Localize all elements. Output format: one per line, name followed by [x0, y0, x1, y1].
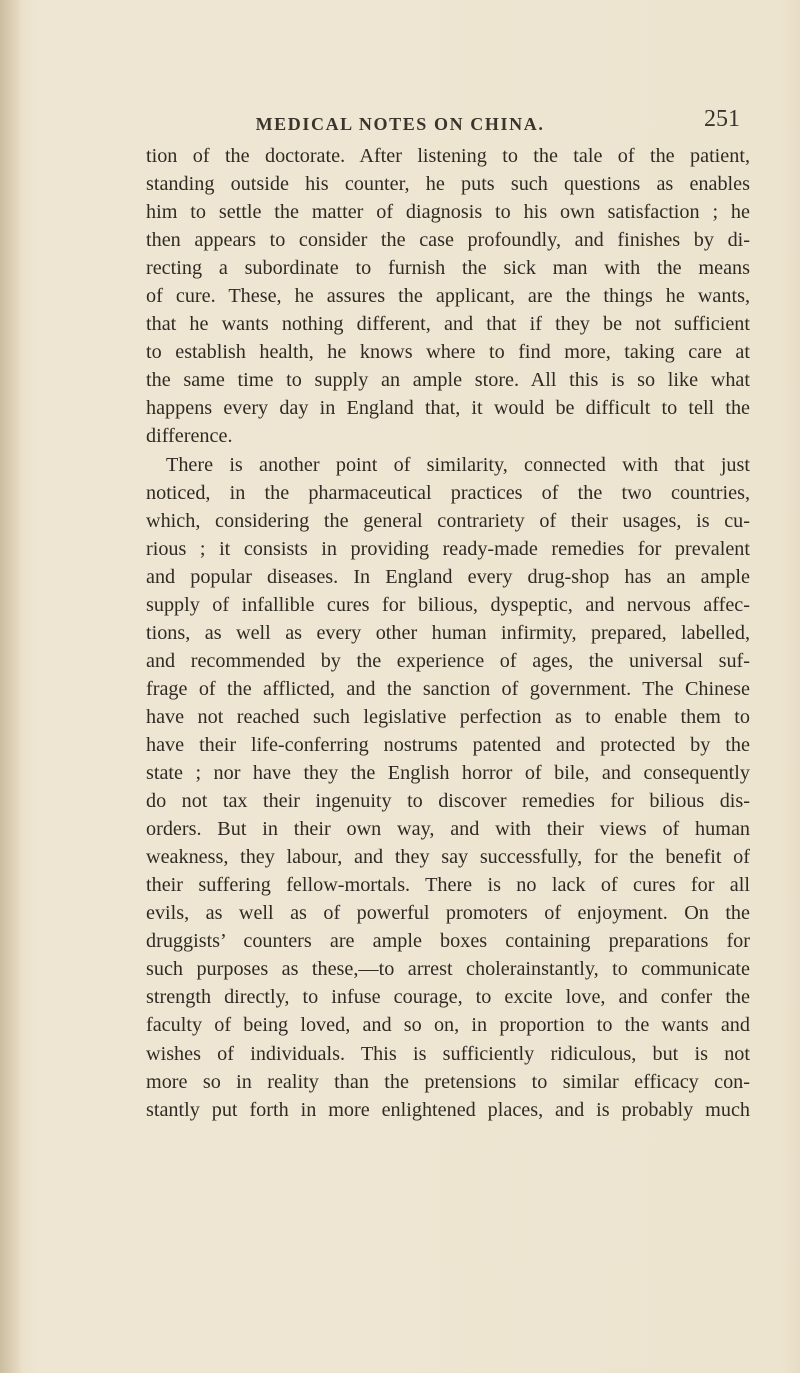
running-title: MEDICAL NOTES ON CHINA.	[255, 114, 545, 134]
text-line: frage of the afflicted, and the sanction of government. The Chinese	[146, 677, 750, 700]
text-line: evils, as well as of powerful promoters of enjoyment. On the	[146, 902, 750, 925]
page-number: 251	[704, 106, 740, 132]
text-line: their suffering fellow-mortals. There is no lack of cures for all	[146, 874, 750, 897]
text-line: rious ; it consists in providing ready-made remedies for prevalent	[146, 537, 750, 560]
text-line: and recommended by the experience of ages, the universal suf-	[146, 649, 750, 672]
book-gutter-shadow	[0, 0, 22, 1373]
text-line: that he wants nothing different, and that if they be not sufficient	[146, 313, 750, 336]
text-line: orders. But in their own way, and with their views of human	[146, 818, 750, 841]
text-line: stantly put forth in more enlightened places, and is probably much	[146, 1098, 750, 1121]
text-line: noticed, in the pharmaceutical practices of the two countries,	[146, 481, 750, 504]
text-line: happens every day in England that, it would be difficult to tell the	[146, 397, 750, 420]
text-line: supply of infallible cures for bilious, dyspeptic, and nervous affec-	[146, 593, 750, 616]
page-header	[0, 106, 800, 146]
text-line: then appears to consider the case profoundly, and finishes by di-	[146, 229, 750, 252]
text-line: and popular diseases. In England every drug-shop has an ample	[146, 565, 750, 588]
body-text	[146, 142, 750, 1124]
text-line: faculty of being loved, and so on, in proportion to the wants and	[146, 1014, 750, 1037]
text-line: druggists’ counters are ample boxes containing preparations for	[146, 930, 750, 953]
text-line: have their life-conferring nostrums patented and protected by the	[146, 733, 750, 756]
text-line: do not tax their ingenuity to discover remedies for bilious dis-	[146, 790, 750, 813]
text-line: which, considering the general contrariety of their usages, is cu-	[146, 509, 750, 532]
text-line: such purposes as these,—to arrest cholerainstantly, to communicate	[146, 958, 750, 981]
text-line-paragraph-start: There is another point of similarity, connected with that just	[166, 453, 750, 476]
text-line: standing outside his counter, he puts such questions as enables	[146, 173, 750, 196]
text-line: to establish health, he knows where to find more, taking care at	[146, 341, 750, 364]
text-line: state ; nor have they the English horror of bile, and consequently	[146, 762, 750, 785]
text-line: wishes of individuals. This is sufficiently ridiculous, but is not	[146, 1042, 750, 1065]
text-line: the same time to supply an ample store. All this is so like what	[146, 369, 750, 392]
text-line: have not reached such legislative perfection as to enable them to	[146, 705, 750, 728]
text-line: him to settle the matter of diagnosis to his own satisfaction ; he	[146, 201, 750, 224]
text-line: weakness, they labour, and they say successfully, for the benefit of	[146, 846, 750, 869]
text-line-paragraph-end: difference.	[146, 425, 233, 448]
text-line: tions, as well as every other human infirmity, prepared, labelled,	[146, 621, 750, 644]
text-line: recting a subordinate to furnish the sick man with the means	[146, 257, 750, 280]
text-line: of cure. These, he assures the applicant, are the things he wants,	[146, 285, 750, 308]
text-line: more so in reality than the pretensions to similar efficacy con-	[146, 1070, 750, 1093]
text-line: tion of the doctorate. After listening to the tale of the patient,	[146, 145, 750, 167]
text-line: strength directly, to infuse courage, to excite love, and confer the	[146, 986, 750, 1009]
